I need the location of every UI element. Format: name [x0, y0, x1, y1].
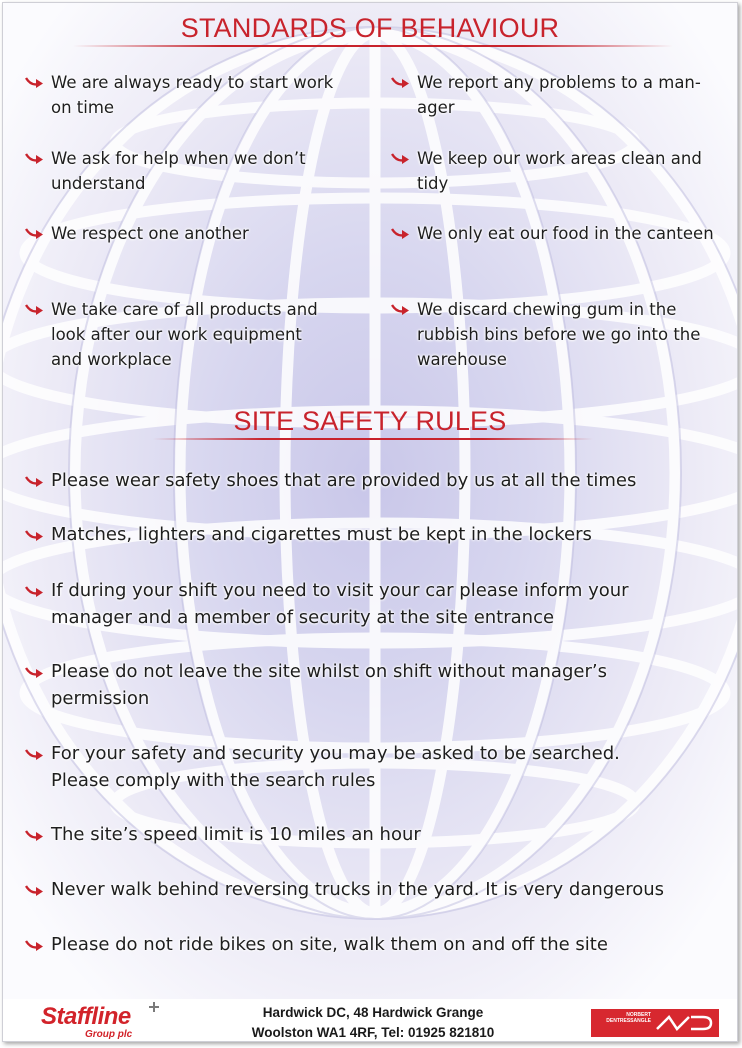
red-curved-arrow-icon [25, 584, 45, 598]
standard-item-text: We respect one another [51, 224, 249, 243]
safety-rule-text: If during your shift you need to visit your car please inform your manager and a member of security at the site entrance [51, 580, 629, 628]
standard-item [25, 146, 335, 196]
standard-item [391, 70, 721, 120]
standard-item-text: We only eat our food in the canteen [417, 224, 714, 243]
red-curved-arrow-icon [391, 302, 411, 316]
safety-rule [25, 467, 705, 494]
red-curved-arrow-icon [25, 938, 45, 952]
standard-item [391, 146, 721, 196]
standard-item [25, 70, 335, 120]
red-curved-arrow-icon [25, 75, 45, 89]
standards-heading-underline [73, 45, 673, 47]
footer [3, 1001, 737, 1041]
red-curved-arrow-icon [25, 302, 45, 316]
standard-item-text: We keep our work areas clean and tidy [417, 149, 702, 193]
safety-rule-text: The site’s speed limit is 10 miles an hour [51, 824, 421, 845]
red-curved-arrow-icon [25, 226, 45, 240]
address-line-1: Hardwick DC, 48 Hardwick Grange [262, 1005, 484, 1020]
nd-mark-icon [655, 1011, 715, 1035]
staffline-logo: Staffline [41, 1003, 131, 1030]
safety-rule [25, 931, 705, 958]
safety-rule-text: Please wear safety shoes that are provided by us at all the times [51, 470, 637, 491]
standard-item-text: We take care of all products and look after our work equipment and workplace [51, 300, 318, 369]
safety-rule [25, 577, 705, 631]
safety-heading-underline [153, 438, 593, 440]
safety-rule [25, 821, 705, 848]
plus-icon [148, 1001, 160, 1013]
red-curved-arrow-icon [25, 665, 45, 679]
red-curved-arrow-icon [25, 828, 45, 842]
red-curved-arrow-icon [25, 151, 45, 165]
safety-rule-text: Please do not leave the site whilst on shift without manager’s permission [51, 661, 607, 709]
safety-rule-text: Please do not ride bikes on site, walk them on and off the site [51, 934, 608, 955]
safety-rule-text: For your safety and security you may be asked to be searched. Please comply with the search rules [51, 743, 620, 791]
red-curved-arrow-icon [25, 747, 45, 761]
standard-item-text: We discard chewing gum in the rubbish bins before we go into the warehouse [417, 300, 701, 369]
standards-heading: STANDARDS OF BEHAVIOUR [180, 13, 560, 43]
red-curved-arrow-icon [25, 528, 45, 542]
standard-item [391, 221, 731, 246]
poster-page [2, 2, 738, 1042]
norbert-dentressangle-logo [591, 1009, 719, 1037]
red-curved-arrow-icon [25, 883, 45, 897]
poster-body [3, 3, 737, 999]
address-line-2: Woolston WA1 4RF, Tel: 01925 821810 [251, 1025, 495, 1040]
partner-logo-text: NORBERT DENTRESSANGLE [606, 1012, 651, 1024]
red-curved-arrow-icon [391, 75, 411, 89]
standard-item [391, 297, 721, 372]
safety-rule [25, 876, 705, 903]
safety-rule-text: Matches, lighters and cigarettes must be kept in the lockers [51, 524, 592, 545]
site-address [203, 1003, 543, 1042]
standard-item-text: We report any problems to a man- ager [417, 73, 701, 117]
safety-rule-text: Never walk behind reversing trucks in the yard. It is very dangerous [51, 879, 665, 900]
red-curved-arrow-icon [25, 474, 45, 488]
safety-rule [25, 658, 705, 712]
standard-item [25, 297, 335, 372]
safety-rule [25, 740, 705, 794]
staffline-logo-suffix: Group plc [85, 1029, 133, 1040]
standard-item-text: We ask for help when we don’t understand [51, 149, 306, 193]
standard-item-text: We are always ready to start work on time [51, 73, 334, 117]
red-curved-arrow-icon [391, 151, 411, 165]
red-curved-arrow-icon [391, 226, 411, 240]
standard-item [25, 221, 335, 246]
safety-rule [25, 521, 705, 548]
safety-heading: SITE SAFETY RULES [233, 406, 507, 436]
